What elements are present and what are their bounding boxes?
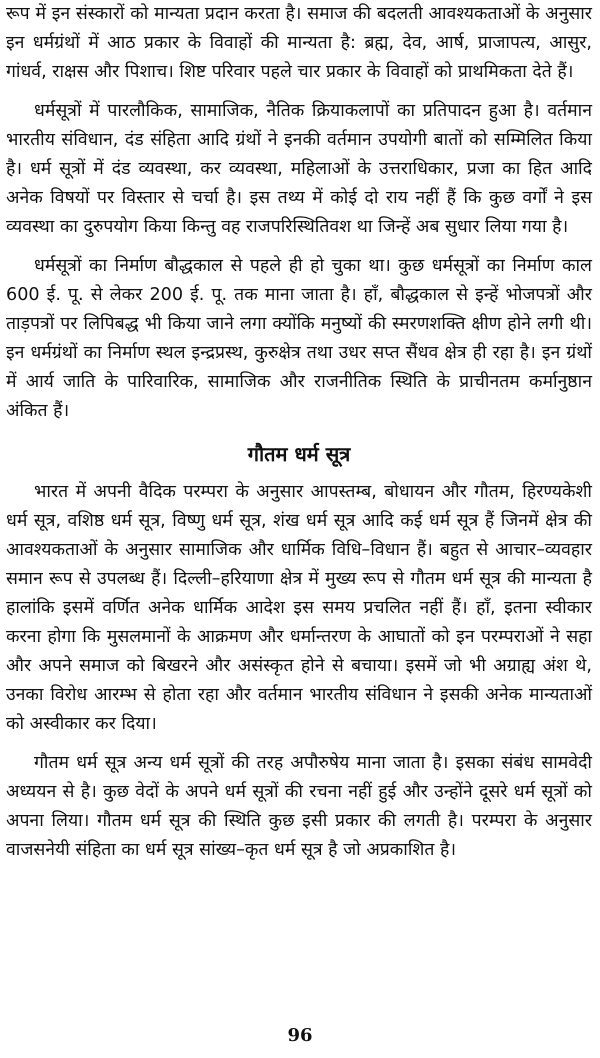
section-heading: गौतम धर्म सूत्र <box>247 442 351 466</box>
page-number: 96 <box>287 1025 313 1046</box>
paragraph-marriage-types: रूप में इन संस्कारों को मान्यता प्रदान करता है। समाज की बदलती आवश्यकताओं के अनुसार इन धर्मग्रंथों में आठ प्रकार के विवाहों की मान्यता है: ब्रह्म, देव, आर्ष, प्राजापत्य, आसुर, गांधर्व, राक्षस और पिशाच। शिष्ट परिवार पहले चार प्रकार के विवाहों को प्राथमिकता देते हैं। <box>6 4 592 82</box>
paragraph-dharmasutra-content: धर्मसूत्रों में पारलौकिक, सामाजिक, नैतिक क्रियाकलापों का प्रतिपादन हुआ है। वर्तमान भारतीय संविधान, दंड संहिता आदि ग्रंथों ने इनकी वर्तमान उपयोगी बातों को सम्मिलित किया है। धर्म सूत्रों में दंड व्यवस्था, कर व्यवस्था, महिलाओं के उत्तराधिकार, प्रजा का हित आदि अनेक विषयों पर विस्तार से चर्चा है। इस तथ्य में कोई दो राय नहीं हैं कि कुछ वर्गों ने इस व्यवस्था का दुरुपयोग किया किन्तु वह राजपरिस्थितिवश था जिन्हें अब सुधार लिया गया है। <box>6 101 592 237</box>
paragraph-dharmasutra-origin: धर्मसूत्रों का निर्माण बौद्धकाल से पहले ही हो चुका था। कुछ धर्मसूत्रों का निर्माण काल 600 ई. पू. से लेकर 200 ई. पू. तक माना जाता है। हाँ, बौद्धकाल से इन्हें भोजपत्रों और ताड़पत्रों पर लिपिबद्ध भी किया जाने लगा क्योंकि मनुष्यों की स्मरणशक्ति क्षीण होने लगी थी। इन धर्मग्रंथों का निर्माण स्थल इन्द्रप्रस्थ, कुरुक्षेत्र तथा उधर सप्त सैंधव क्षेत्र ही रहा है। इन ग्रंथों में आर्य जाति के पारिवारिक, सामाजिक और राजनीतिक स्थिति के प्राचीनतम कर्मानुष्ठान अंकित हैं। <box>6 256 592 421</box>
paragraph-gautama-samaveda: गौतम धर्म सूत्र अन्य धर्म सूत्रों की तरह अपौरुषेय माना जाता है। इसका संबंध सामवेदी अध्ययन से है। कुछ वेदों के अपने धर्म सूत्रों की रचना नहीं हुई और उन्होंने दूसरे धर्म सूत्रों को अपना लिया। गौतम धर्म सूत्र की स्थिति कुछ इसी प्रकार की लगती है। परम्परा के अनुसार वाजसनेयी संहिता का धर्म सूत्र सांख्य–कृत धर्म सूत्र है जो अप्रकाशित है। <box>6 753 592 860</box>
paragraph-gautama-tradition: भारत में अपनी वैदिक परम्परा के अनुसार आपस्तम्ब, बोधायन और गौतम, हिरण्यकेशी धर्म सूत्र, वशिष्ठ धर्म सूत्र, विष्णु धर्म सूत्र, शंख धर्म सूत्र आदि कई धर्म सूत्र हैं जिनमें क्षेत्र की आवश्यकताओं के अनुसार सामाजिक और धार्मिक विधि–विधान हैं। बहुत से आचार–व्यवहार समान रूप से उपलब्ध हैं। दिल्ली–हरियाणा क्षेत्र में मुख्य रूप से गौतम धर्म सूत्र की मान्यता है हालांकि इसमें वर्णित अनेक धार्मिक आदेश इस समय प्रचलित नहीं हैं। हाँ, इतना स्वीकार करना होगा कि मुसलमानों के आक्रमण और धर्मान्तरण के आघातों को इन परम्पराओं ने सहा और अपने समाज को बिखरने और असंस्कृत होने से बचाया। इसमें जो भी अग्राह्य अंश थे, उनका विरोध आरम्भ से होता रहा और वर्तमान भारतीय संविधान ने इसकी अनेक मान्यताओं को अस्वीकार कर दिया। <box>6 482 592 734</box>
